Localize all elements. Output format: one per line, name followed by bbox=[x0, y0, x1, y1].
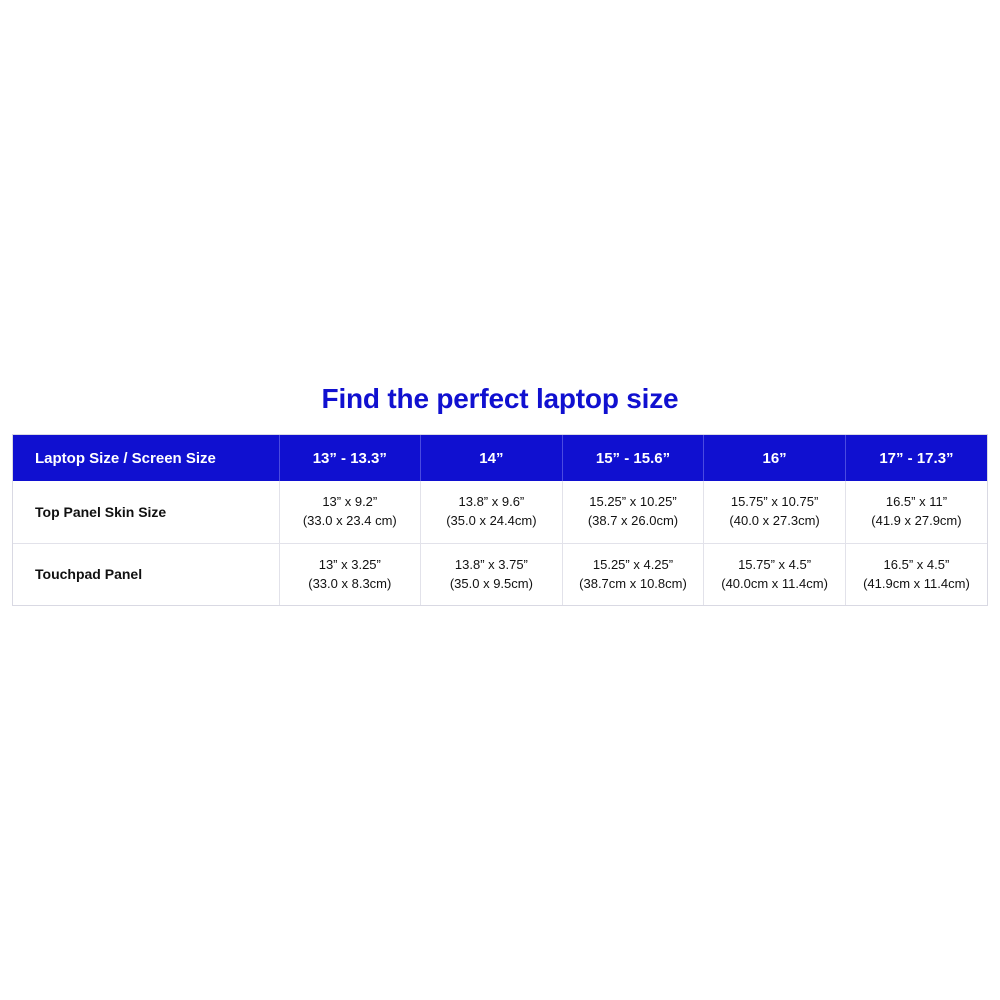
column-header-15: 15” - 15.6” bbox=[562, 435, 704, 481]
size-table-container bbox=[12, 434, 988, 606]
cell-metric: (38.7cm x 10.8cm) bbox=[579, 575, 687, 591]
cell-inches: 13.8” x 3.75” bbox=[454, 556, 528, 572]
cell-metric: (41.9 x 27.9cm) bbox=[871, 512, 962, 528]
cell-top-panel-14 bbox=[421, 481, 563, 543]
cell-inches: 15.25” x 4.25” bbox=[592, 556, 674, 572]
cell-metric: (40.0cm x 11.4cm) bbox=[721, 575, 828, 591]
row-label-touchpad-panel: Touchpad Panel bbox=[13, 543, 279, 605]
table-body bbox=[13, 481, 987, 605]
cell-metric: (41.9cm x 11.4cm) bbox=[863, 575, 970, 591]
cell-touchpad-13 bbox=[279, 543, 421, 605]
cell-metric: (40.0 x 27.3cm) bbox=[729, 512, 820, 528]
column-header-17: 17” - 17.3” bbox=[845, 435, 987, 481]
column-header-16: 16” bbox=[704, 435, 846, 481]
cell-touchpad-17 bbox=[845, 543, 987, 605]
row-label-top-panel-skin-size: Top Panel Skin Size bbox=[13, 481, 279, 543]
cell-inches: 16.5” x 4.5” bbox=[883, 556, 950, 572]
column-header-laptop-size: Laptop Size / Screen Size bbox=[13, 435, 279, 481]
cell-metric: (33.0 x 8.3cm) bbox=[308, 575, 392, 591]
cell-metric: (35.0 x 9.5cm) bbox=[449, 575, 533, 591]
cell-metric: (35.0 x 24.4cm) bbox=[446, 512, 537, 528]
cell-touchpad-15 bbox=[562, 543, 704, 605]
cell-inches: 13” x 3.25” bbox=[318, 556, 381, 572]
cell-inches: 13” x 9.2” bbox=[322, 494, 378, 509]
cell-inches: 13.8” x 9.6” bbox=[458, 494, 525, 509]
cell-touchpad-16 bbox=[704, 543, 846, 605]
table-row bbox=[13, 481, 987, 543]
cell-top-panel-17 bbox=[845, 481, 987, 543]
column-header-13: 13” - 13.3” bbox=[279, 435, 421, 481]
size-table bbox=[13, 435, 987, 605]
cell-top-panel-16 bbox=[704, 481, 846, 543]
cell-top-panel-15 bbox=[562, 481, 704, 543]
cell-metric: (33.0 x 23.4 cm) bbox=[302, 512, 397, 528]
cell-metric: (38.7 x 26.0cm) bbox=[587, 512, 679, 528]
table-header bbox=[13, 435, 987, 481]
cell-touchpad-14 bbox=[421, 543, 563, 605]
column-header-14: 14” bbox=[421, 435, 563, 481]
page-title: Find the perfect laptop size bbox=[321, 383, 679, 414]
cell-inches: 16.5” x 11” bbox=[885, 494, 948, 509]
cell-inches: 15.75” x 4.5” bbox=[738, 556, 812, 572]
cell-top-panel-13 bbox=[279, 481, 421, 543]
table-header-row bbox=[13, 435, 987, 481]
table-row bbox=[13, 543, 987, 605]
cell-inches: 15.75” x 10.75” bbox=[730, 494, 819, 509]
cell-inches: 15.25” x 10.25” bbox=[589, 494, 677, 509]
